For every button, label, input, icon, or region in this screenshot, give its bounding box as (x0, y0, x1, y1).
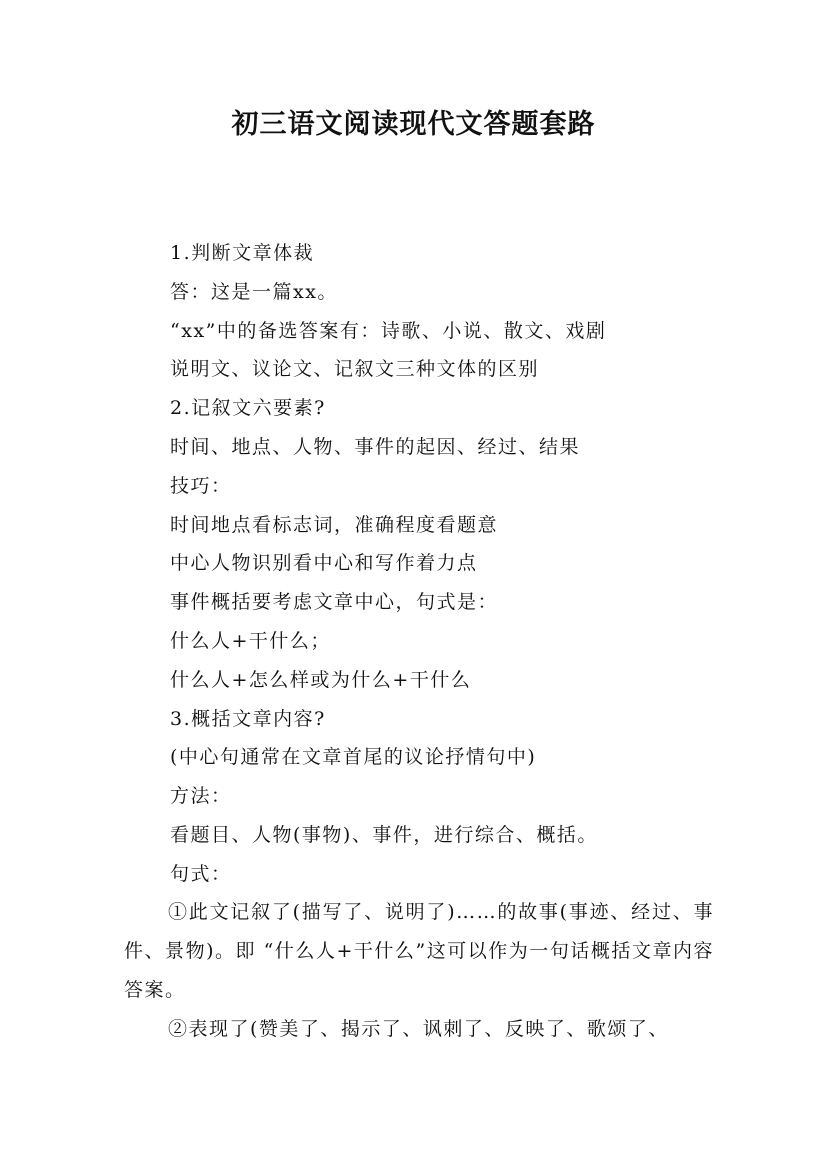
text-line: (中心句通常在文章首尾的议论抒情句中) (170, 746, 537, 769)
section-heading-genre: 1.判断文章体裁 (170, 242, 315, 264)
body-lines (170, 234, 730, 894)
text-line: 答：这是一篇xx。 (170, 280, 338, 303)
text-line: “xx”中的备选答案有：诗歌、小说、散文、戏剧 (170, 319, 607, 342)
text-line: 时间地点看标志词，准确程度看题意 (170, 513, 499, 536)
section-heading-summarize: 3.概括文章内容? (170, 707, 326, 730)
text-line: 方法： (170, 785, 232, 808)
text-line: 中心人物识别看中心和写作着力点 (170, 552, 478, 575)
text-line: 看题目、人物(事物)、事件，进行综合、概括。 (170, 823, 598, 846)
text-line: 什么人+干什么； (170, 629, 331, 652)
text-line: 事件概括要考虑文章中心，句式是： (170, 591, 499, 614)
text-line: 技巧： (170, 474, 232, 497)
text-line: 时间、地点、人物、事件的起因、经过、结果 (170, 435, 581, 458)
section-heading-narrative-elements: 2.记叙文六要素? (170, 397, 326, 420)
text-line: 句式： (170, 862, 232, 885)
paragraph-sentence-pattern-1: ①此文记叙了(描写了、说明了)……的故事(事迹、经过、事件、景物)。即 “什么人+干什么”这可以作为一句话概括文章内容答案。 (124, 901, 714, 1001)
text-line: 什么人+怎么样或为什么+干什么 (170, 668, 472, 691)
paragraph-sentence-pattern-2: ②表现了(赞美了、揭示了、讽刺了、反映了、歌颂了、 (168, 1018, 669, 1040)
document-title: 初三语文阅读现代文答题套路 (231, 109, 596, 140)
text-line: 说明文、议论文、记叙文三种文体的区别 (170, 358, 540, 381)
